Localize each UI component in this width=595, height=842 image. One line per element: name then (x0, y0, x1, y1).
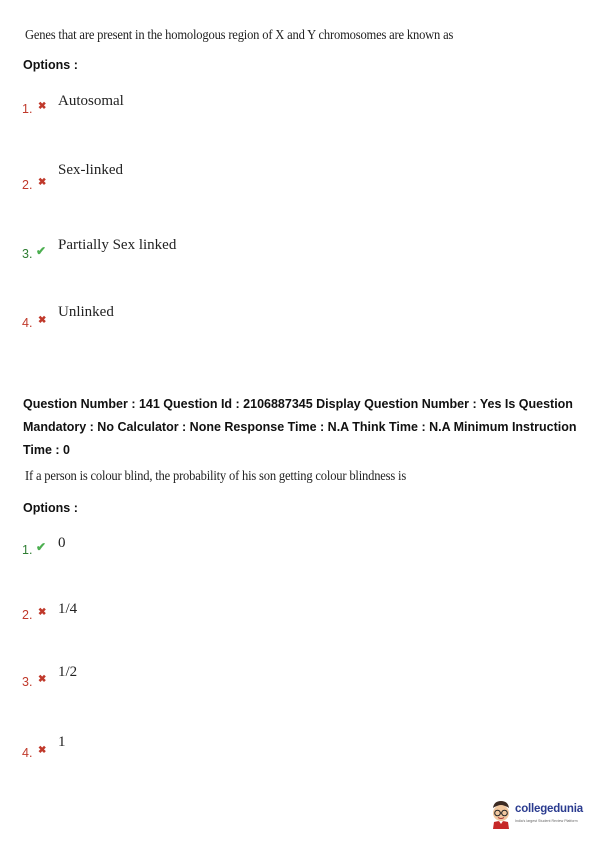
check-mark-icon: ✔ (36, 540, 47, 554)
brand-logo-block (488, 797, 592, 831)
check-mark-icon: ✔ (36, 244, 47, 258)
option-text: Partially Sex linked (58, 237, 177, 253)
option-number: 2. (22, 608, 33, 622)
cross-mark-icon: ✖ (38, 101, 47, 112)
option-number: 3. (22, 247, 33, 261)
cross-mark-icon: ✖ (38, 177, 47, 188)
option-number: 2. (22, 178, 33, 192)
cross-mark-icon: ✖ (38, 315, 47, 326)
option-number: 3. (22, 675, 33, 689)
question-text: Genes that are present in the homologous region of X and Y chromosomes are known as (25, 27, 454, 42)
option-text: 0 (58, 535, 66, 551)
option-number: 1. (22, 102, 33, 116)
option-text: Autosomal (58, 93, 124, 109)
options-label: Options : (23, 58, 78, 72)
option-text: 1/4 (58, 601, 78, 617)
option-text: Sex-linked (58, 162, 123, 178)
brand-tagline: India's largest Student Review Platform (515, 819, 578, 823)
cross-mark-icon: ✖ (38, 607, 47, 618)
option-number: 4. (22, 746, 33, 760)
option-text: Unlinked (58, 304, 114, 320)
mascot-logo-icon (488, 799, 514, 829)
option-text: 1 (58, 734, 66, 750)
brand-name: collegedunia (515, 803, 583, 815)
cross-mark-icon: ✖ (38, 745, 47, 756)
options-label: Options : (23, 501, 78, 515)
option-text: 1/2 (58, 664, 78, 680)
cross-mark-icon: ✖ (38, 674, 47, 685)
option-number: 4. (22, 316, 33, 330)
question-text: If a person is colour blind, the probability of his son getting colour blindness is (25, 468, 407, 483)
question-meta: Question Number : 141 Question Id : 2106887345 Display Question Number : Yes Is Question Mandatory : No Calculator : None Response Time : N.A Think Time : N.A Minimum Instruction Time : 0 (23, 397, 577, 457)
option-number: 1. (22, 543, 33, 557)
